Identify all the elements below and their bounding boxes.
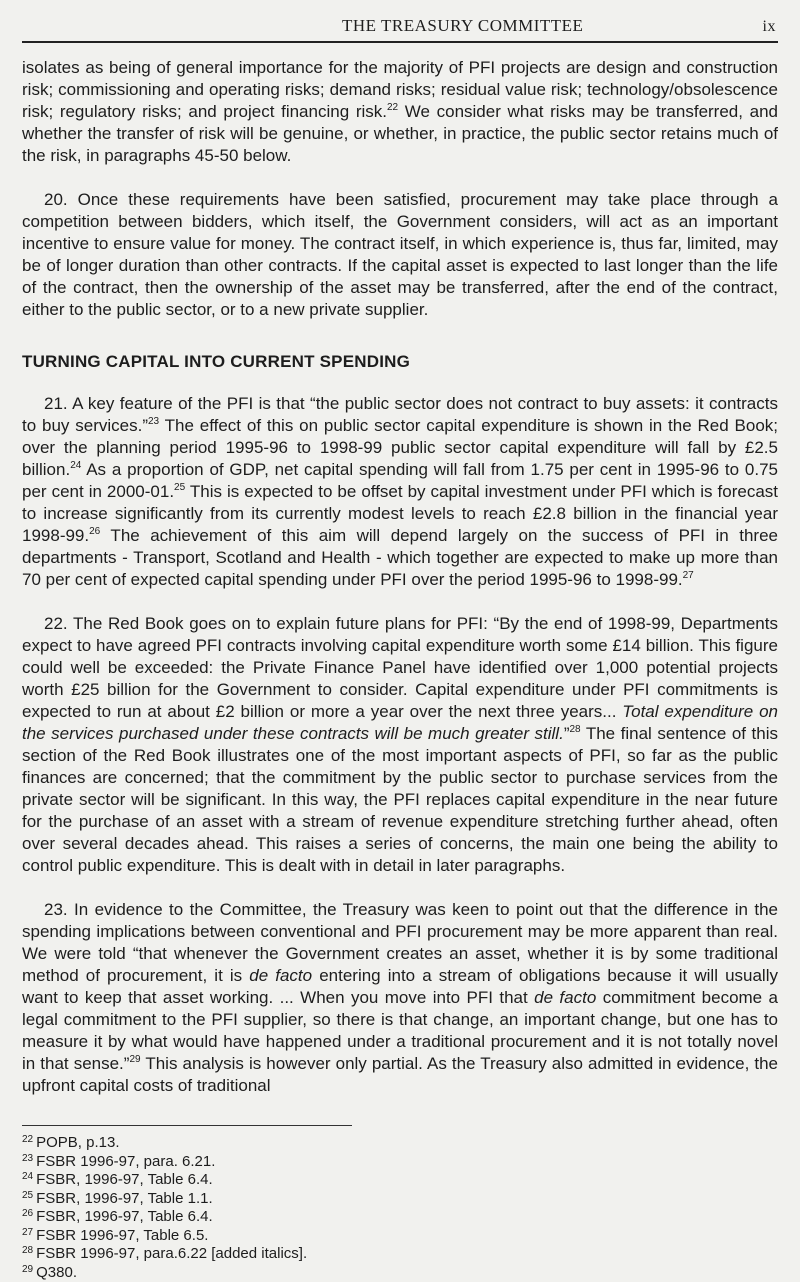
paragraph-text: The final sentence of this section of the Red Book illustrates one of the most important aspects of PFI, so far as the public finances are concerned; that the commitment by the public sector to purchase services from the private sector will be significant. In this way, the PFI replaces capital expenditure in the near future for the purchase of an asset with a stream of revenue expenditure stretching further ahead, often over several decades ahead. This raises a series of concerns, the main one being the ability to control public expenditure. This is dealt with in detail in later paragraphs. xyxy=(22,724,778,875)
body-text xyxy=(22,57,778,1097)
page-number: ix xyxy=(763,18,776,36)
footnote-number: 22 xyxy=(22,1134,33,1145)
footnote-text: FSBR, 1996-97, Table 6.4. xyxy=(36,1171,213,1188)
paragraph-22 xyxy=(22,613,778,877)
paragraph-text: 23. In evidence to the Committee, the Treasury was keen to point out that the difference in the spending implications between conventional and PFI procurement may be more apparent than real. We were told “that whenever the Government creates an asset, whether it is by some traditional method of procurement, it is xyxy=(22,900,778,985)
footnote-ref: 25 xyxy=(174,482,185,493)
running-header xyxy=(22,0,778,36)
footnote xyxy=(22,1153,778,1172)
footnote-ref: 24 xyxy=(70,460,81,471)
paragraph-text: This analysis is however only partial. As the Treasury also admitted in evidence, the upfront capital costs of traditional xyxy=(22,1054,778,1095)
footnote-number: 25 xyxy=(22,1190,33,1201)
paragraph-text: The achievement of this aim will depend largely on the success of PFI in three departments - Transport, Scotland and Health - which together are expected to make up more than 70 per cent of expected capital spending under PFI over the period 1995-96 to 1998-99. xyxy=(22,526,778,589)
footnote-number: 23 xyxy=(22,1153,33,1164)
footnote-ref: 27 xyxy=(683,570,694,581)
paragraph-text: 21. A key feature of the PFI is that “the public sector does not contract to buy assets: it contracts to buy services.” xyxy=(22,394,778,435)
footnotes-list xyxy=(22,1134,778,1282)
paragraph-text: 22. The Red Book goes on to explain future plans for PFI: “By the end of 1998-99, Departments expect to have agreed PFI contracts involving capital expenditure worth some £14 billion. This figure could well be exceeded: the Private Finance Panel have identified over 1,000 potential projects worth £25 billion for the Government to consider. Capital expenditure under PFI commitments is expected to run at about £2 billion or more a year over the next three years... xyxy=(22,614,778,721)
footnote-number: 29 xyxy=(22,1264,33,1275)
paragraph-20: 20. Once these requirements have been satisfied, procurement may take place through a competition between bidders, which itself, the Government considers, will act as an important incentive to ensure value for money. The contract itself, in which experience is, thus far, limited, may be of longer duration than other contracts. If the capital asset is expected to last longer than the life of the contract, then the ownership of the asset may be transferred, after the end of the contract, either to the public sector, or to a new private supplier. xyxy=(22,189,778,321)
footnote-number: 28 xyxy=(22,1245,33,1256)
header-rule xyxy=(22,41,778,43)
paragraph-text: entering into a stream of obligations because it will usually want to keep that asset working. ... When you move into PFI that xyxy=(22,966,778,1007)
footnote-text: FSBR, 1996-97, Table 6.4. xyxy=(36,1208,213,1225)
paragraph-23 xyxy=(22,899,778,1097)
paragraph-text: commitment become a legal commitment to the PFI supplier, so there is that change, an important change, but one has to measure it by what would have happened under a traditional procurement and it is not totally novel in that sense.” xyxy=(22,988,778,1073)
footnote-text: FSBR 1996-97, para.6.22 [added italics]. xyxy=(36,1245,307,1262)
italic-term: de facto xyxy=(534,988,596,1007)
footnote-ref: 29 xyxy=(129,1054,140,1065)
footnote xyxy=(22,1208,778,1227)
paragraph-text: As a proportion of GDP, net capital spending will fall from 1.75 per cent in 1995-96 to 0.75 per cent in 2000-01. xyxy=(22,460,778,501)
footnote xyxy=(22,1171,778,1190)
paragraph-continued xyxy=(22,57,778,167)
footnote-rule xyxy=(22,1125,352,1126)
paragraph-text: This is expected to be offset by capital investment under PFI which is forecast to increase significantly from its currently modest levels to reach £2.8 billion in the financial year 1998-99. xyxy=(22,482,778,545)
footnote-text: FSBR 1996-97, para. 6.21. xyxy=(36,1153,215,1170)
footnote-number: 26 xyxy=(22,1208,33,1219)
paragraph-text: ” xyxy=(564,724,570,743)
paragraph-21 xyxy=(22,393,778,591)
footnote-text: POPB, p.13. xyxy=(36,1134,119,1151)
footnote-ref: 23 xyxy=(148,416,159,427)
footnote xyxy=(22,1190,778,1209)
paragraph-text: We consider what risks may be transferred, and whether the transfer of risk will be genuine, or whether, in practice, the public sector retains much of the risk, in paragraphs 45-50 below. xyxy=(22,102,778,165)
footnote xyxy=(22,1245,778,1264)
footnote-text: Q380. xyxy=(36,1264,77,1281)
footnote xyxy=(22,1227,778,1246)
footnote-text: FSBR, 1996-97, Table 1.1. xyxy=(36,1190,213,1207)
footnote-number: 24 xyxy=(22,1171,33,1182)
footnote-text: FSBR 1996-97, Table 6.5. xyxy=(36,1227,208,1244)
paragraph-text: isolates as being of general importance for the majority of PFI projects are design and construction risk; commissioning and operating risks; demand risks; residual value risk; technology/obsolescence risk; regulatory risks; and project financing risk. xyxy=(22,58,778,121)
footnote xyxy=(22,1264,778,1282)
paragraph-text: The effect of this on public sector capital expenditure is shown in the Red Book; over the planning period 1995-96 to 1998-99 public sector capital expenditure will fall by £2.5 billion. xyxy=(22,416,778,479)
footnote-ref: 26 xyxy=(89,526,100,537)
italic-quote: Total expenditure on the services purchased under these contracts will be much greater still. xyxy=(22,702,778,743)
header-title: THE TREASURY COMMITTEE xyxy=(342,16,583,36)
italic-term: de facto xyxy=(249,966,312,985)
footnote-number: 27 xyxy=(22,1227,33,1238)
footnote-ref: 22 xyxy=(387,102,398,113)
section-heading: TURNING CAPITAL INTO CURRENT SPENDING xyxy=(22,351,778,373)
footnote xyxy=(22,1134,778,1153)
footnote-ref: 28 xyxy=(569,724,580,735)
